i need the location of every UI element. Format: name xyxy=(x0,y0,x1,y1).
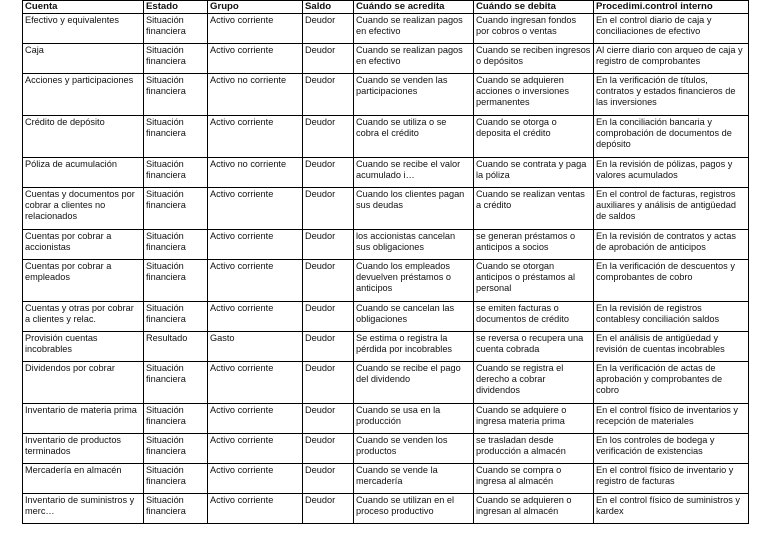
cell-debita: se reversa o recupera una cuenta cobrada xyxy=(474,332,594,362)
cell-estado: Situación financiera xyxy=(144,116,208,158)
cell-debita: Cuando ingresan fondos por cobros o ventas xyxy=(474,14,594,44)
cell-acredita: Cuando se utiliza o se cobra el crédito xyxy=(354,116,474,158)
cell-acredita: Cuando se venden las participaciones xyxy=(354,74,474,116)
cell-estado: Situación financiera xyxy=(144,74,208,116)
header-control-interno: Procedimi.control interno xyxy=(594,1,749,14)
cell-estado: Situación financiera xyxy=(144,260,208,302)
cell-debita: Cuando se reciben ingresos o depósitos xyxy=(474,44,594,74)
table-row xyxy=(23,332,749,362)
cell-saldo: Deudor xyxy=(303,434,354,464)
cell-grupo: Activo corriente xyxy=(208,188,303,230)
header-grupo: Grupo xyxy=(208,1,303,14)
cell-cuenta: Cuentas por cobrar a accionistas xyxy=(23,230,144,260)
cell-estado: Situación financiera xyxy=(144,404,208,434)
cell-saldo: Deudor xyxy=(303,464,354,494)
header-estado: Estado xyxy=(144,1,208,14)
cell-debita: Cuando se otorga o deposita el crédito xyxy=(474,116,594,158)
cell-grupo: Activo corriente xyxy=(208,14,303,44)
cell-acredita: Cuando se realizan pagos en efectivo xyxy=(354,14,474,44)
cell-cuenta: Caja xyxy=(23,44,144,74)
header-debita: Cuándo se debita xyxy=(474,1,594,14)
cell-control-interno: En los controles de bodega y verificación de existencias xyxy=(594,434,749,464)
cell-grupo: Activo corriente xyxy=(208,362,303,404)
cell-acredita: Cuando se vende la mercadería xyxy=(354,464,474,494)
table-header xyxy=(23,1,749,14)
cell-acredita: Cuando se venden los productos xyxy=(354,434,474,464)
cell-debita: Cuando se adquieren acciones o inversiones permanentes xyxy=(474,74,594,116)
cell-debita: se emiten facturas o documentos de crédito xyxy=(474,302,594,332)
cell-control-interno: Al cierre diario con arqueo de caja y registro de comprobantes xyxy=(594,44,749,74)
table-row xyxy=(23,230,749,260)
cell-estado: Situación financiera xyxy=(144,230,208,260)
cell-debita: Cuando se adquieren o ingresan al almacén xyxy=(474,494,594,524)
cell-control-interno: En el control diario de caja y conciliaciones de efectivo xyxy=(594,14,749,44)
header-saldo: Saldo xyxy=(303,1,354,14)
cell-grupo: Activo corriente xyxy=(208,434,303,464)
cell-control-interno: En la revisión de contratos y actas de aprobación de anticipos xyxy=(594,230,749,260)
cell-cuenta: Acciones y participaciones xyxy=(23,74,144,116)
cell-control-interno: En el control físico de suministros y kardex xyxy=(594,494,749,524)
cell-acredita: los accionistas cancelan sus obligaciones xyxy=(354,230,474,260)
cell-acredita: Cuando se recibe el valor acumulado i… xyxy=(354,158,474,188)
cell-estado: Resultado xyxy=(144,332,208,362)
table-row xyxy=(23,74,749,116)
cell-cuenta: Cuentas y otras por cobrar a clientes y relac. xyxy=(23,302,144,332)
cell-cuenta: Provisión cuentas incobrables xyxy=(23,332,144,362)
cell-saldo: Deudor xyxy=(303,494,354,524)
cell-cuenta: Efectivo y equivalentes xyxy=(23,14,144,44)
cell-debita: Cuando se otorgan anticipos o préstamos al personal xyxy=(474,260,594,302)
table-row xyxy=(23,14,749,44)
cell-grupo: Activo corriente xyxy=(208,464,303,494)
cell-grupo: Activo corriente xyxy=(208,404,303,434)
table-row xyxy=(23,158,749,188)
cell-cuenta: Cuentas por cobrar a empleados xyxy=(23,260,144,302)
cell-estado: Situación financiera xyxy=(144,464,208,494)
cell-acredita: Cuando se cancelan las obligaciones xyxy=(354,302,474,332)
cell-cuenta: Inventario de productos terminados xyxy=(23,434,144,464)
cell-saldo: Deudor xyxy=(303,116,354,158)
accounts-table xyxy=(22,0,749,524)
cell-acredita: Cuando se recibe el pago del dividendo xyxy=(354,362,474,404)
cell-estado: Situación financiera xyxy=(144,434,208,464)
cell-saldo: Deudor xyxy=(303,44,354,74)
table-row xyxy=(23,362,749,404)
cell-grupo: Activo corriente xyxy=(208,494,303,524)
cell-cuenta: Cuentas y documentos por cobrar a clientes no relacionados xyxy=(23,188,144,230)
table-row xyxy=(23,188,749,230)
cell-saldo: Deudor xyxy=(303,260,354,302)
cell-cuenta: Mercadería en almacén xyxy=(23,464,144,494)
cell-acredita: Cuando se usa en la producción xyxy=(354,404,474,434)
cell-cuenta: Inventario de suministros y merc… xyxy=(23,494,144,524)
cell-saldo: Deudor xyxy=(303,302,354,332)
cell-estado: Situación financiera xyxy=(144,158,208,188)
cell-grupo: Gasto xyxy=(208,332,303,362)
cell-control-interno: En la verificación de títulos, contratos y estados financieros de las inversiones xyxy=(594,74,749,116)
cell-control-interno: En la conciliación bancaria y comprobación de documentos de depósito xyxy=(594,116,749,158)
table-row xyxy=(23,494,749,524)
cell-estado: Situación financiera xyxy=(144,44,208,74)
cell-saldo: Deudor xyxy=(303,404,354,434)
header-row xyxy=(23,1,749,14)
cell-control-interno: En el análisis de antigüedad y revisión de cuentas incobrables xyxy=(594,332,749,362)
cell-control-interno: En el control de facturas, registros auxiliares y análisis de antigüedad de saldos xyxy=(594,188,749,230)
cell-estado: Situación financiera xyxy=(144,494,208,524)
cell-control-interno: En el control físico de inventario y registro de facturas xyxy=(594,464,749,494)
table-row xyxy=(23,260,749,302)
cell-saldo: Deudor xyxy=(303,362,354,404)
cell-saldo: Deudor xyxy=(303,158,354,188)
cell-saldo: Deudor xyxy=(303,74,354,116)
cell-grupo: Activo corriente xyxy=(208,230,303,260)
cell-debita: Cuando se adquiere o ingresa materia prima xyxy=(474,404,594,434)
cell-cuenta: Crédito de depósito xyxy=(23,116,144,158)
header-cuenta: Cuenta xyxy=(23,1,144,14)
cell-acredita: Cuando los clientes pagan sus deudas xyxy=(354,188,474,230)
cell-estado: Situación financiera xyxy=(144,302,208,332)
cell-saldo: Deudor xyxy=(303,230,354,260)
cell-acredita: Cuando se utilizan en el proceso productivo xyxy=(354,494,474,524)
cell-cuenta: Dividendos por cobrar xyxy=(23,362,144,404)
cell-grupo: Activo corriente xyxy=(208,260,303,302)
cell-grupo: Activo corriente xyxy=(208,302,303,332)
cell-cuenta: Inventario de materia prima xyxy=(23,404,144,434)
cell-grupo: Activo corriente xyxy=(208,44,303,74)
cell-estado: Situación financiera xyxy=(144,362,208,404)
cell-control-interno: En la verificación de actas de aprobación y comprobantes de cobro xyxy=(594,362,749,404)
cell-cuenta: Póliza de acumulación xyxy=(23,158,144,188)
cell-debita: se generan préstamos o anticipos a socios xyxy=(474,230,594,260)
cell-control-interno: En la revisión de registros contablesy conciliación saldos xyxy=(594,302,749,332)
cell-acredita: Cuando los empleados devuelven préstamos o anticipos xyxy=(354,260,474,302)
cell-debita: se trasladan desde producción a almacén xyxy=(474,434,594,464)
table-row xyxy=(23,404,749,434)
cell-acredita: Se estima o registra la pérdida por incobrables xyxy=(354,332,474,362)
table-row xyxy=(23,464,749,494)
cell-saldo: Deudor xyxy=(303,14,354,44)
cell-debita: Cuando se contrata y paga la póliza xyxy=(474,158,594,188)
cell-saldo: Deudor xyxy=(303,188,354,230)
cell-acredita: Cuando se realizan pagos en efectivo xyxy=(354,44,474,74)
table-row xyxy=(23,302,749,332)
header-acredita: Cuándo se acredita xyxy=(354,1,474,14)
cell-control-interno: En el control físico de inventarios y recepción de materiales xyxy=(594,404,749,434)
cell-debita: Cuando se compra o ingresa al almacén xyxy=(474,464,594,494)
table-body xyxy=(23,14,749,524)
table-row xyxy=(23,116,749,158)
cell-control-interno: En la verificación de descuentos y comprobantes de cobro xyxy=(594,260,749,302)
cell-estado: Situación financiera xyxy=(144,14,208,44)
cell-estado: Situación financiera xyxy=(144,188,208,230)
cell-debita: Cuando se realizan ventas a crédito xyxy=(474,188,594,230)
cell-grupo: Activo no corriente xyxy=(208,158,303,188)
cell-saldo: Deudor xyxy=(303,332,354,362)
table-row xyxy=(23,434,749,464)
cell-debita: Cuando se registra el derecho a cobrar dividendos xyxy=(474,362,594,404)
cell-control-interno: En la revisión de pólizas, pagos y valores acumulados xyxy=(594,158,749,188)
cell-grupo: Activo no corriente xyxy=(208,74,303,116)
cell-grupo: Activo corriente xyxy=(208,116,303,158)
table-row xyxy=(23,44,749,74)
